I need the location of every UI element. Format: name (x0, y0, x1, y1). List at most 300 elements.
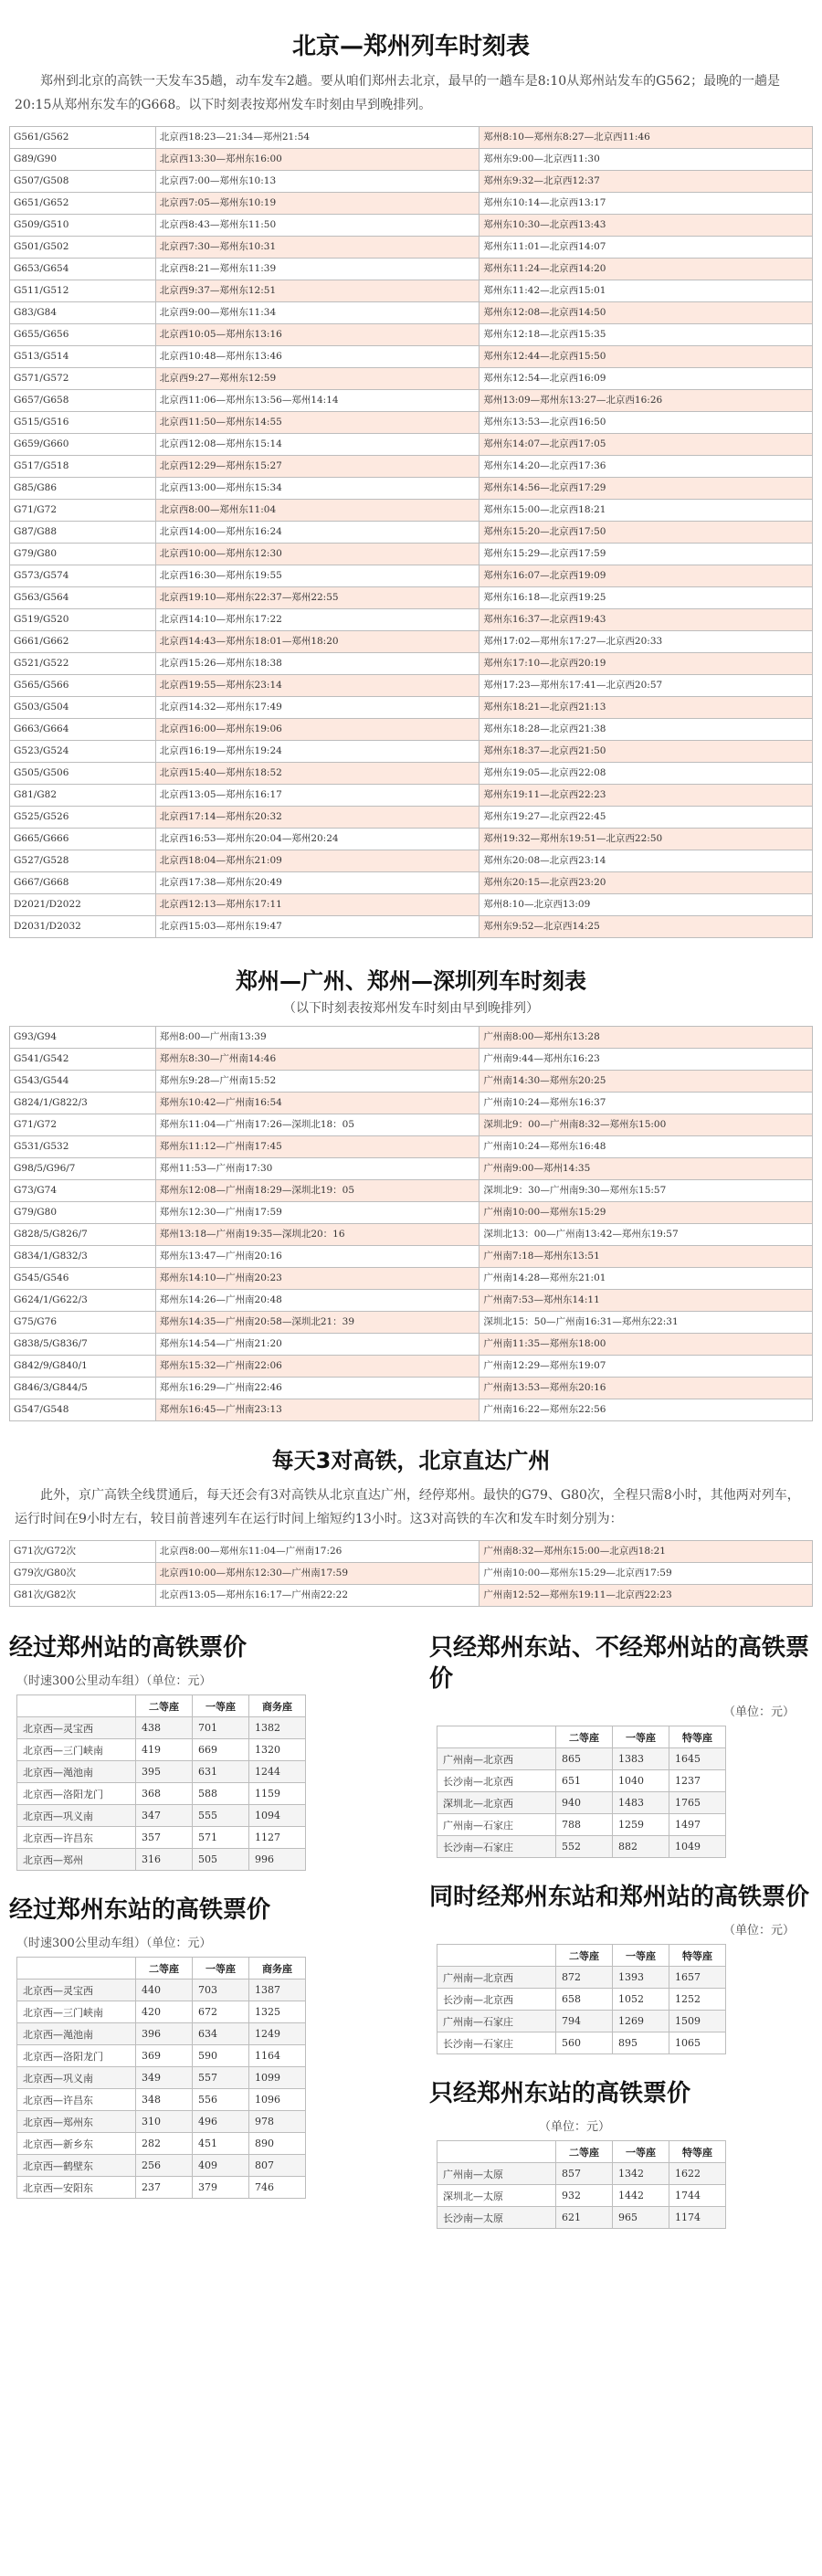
return-times: 郑州东18:21—北京西21:13 (480, 697, 813, 719)
price-header-row (437, 1726, 726, 1748)
train-number: G513/G514 (10, 346, 156, 368)
column-header: 商务座 (249, 1695, 306, 1717)
table-row (17, 2089, 306, 2111)
column-header: 特等座 (669, 1726, 726, 1748)
fare: 256 (136, 2155, 193, 2177)
return-times: 郑州19:32—郑州东19:51—北京西22:50 (480, 829, 813, 850)
column-header: 一等座 (193, 1695, 249, 1717)
outbound-times: 北京西10:00—郑州东12:30 (155, 544, 480, 565)
table-row (10, 741, 813, 763)
fare: 590 (193, 2045, 249, 2067)
table-row (10, 1585, 813, 1607)
table-row (10, 763, 813, 785)
table-row (437, 1814, 726, 1836)
train-number: G523/G524 (10, 741, 156, 763)
table-row (10, 1541, 813, 1563)
outbound-times: 郑州东12:08—广州南18:29—深圳北19：05 (155, 1180, 480, 1202)
return-times: 广州南16:22—郑州东22:56 (480, 1399, 813, 1421)
table-row (10, 1049, 813, 1071)
train-number: G525/G526 (10, 807, 156, 829)
fare: 379 (193, 2177, 249, 2199)
train-number: G846/3/G844/5 (10, 1378, 156, 1399)
table-row (10, 193, 813, 215)
return-times: 郑州13:09—郑州东13:27—北京西16:26 (480, 390, 813, 412)
fare: 310 (136, 2111, 193, 2133)
outbound-times: 郑州东11:12—广州南17:45 (155, 1136, 480, 1158)
train-number: G561/G562 (10, 127, 156, 149)
fare: 552 (556, 1836, 613, 1858)
table-row (10, 390, 813, 412)
return-times: 郑州东20:08—北京西23:14 (480, 850, 813, 872)
fare: 1483 (613, 1792, 669, 1814)
train-number: G655/G656 (10, 324, 156, 346)
outbound-times: 郑州东14:54—广州南21:20 (155, 1334, 480, 1356)
table-row (10, 829, 813, 850)
outbound-times: 郑州东14:35—广州南20:58—深圳北21：39 (155, 1312, 480, 1334)
train-number: G657/G658 (10, 390, 156, 412)
return-times: 郑州东14:07—北京西17:05 (480, 434, 813, 456)
table-row (10, 259, 813, 280)
outbound-times: 北京西14:00—郑州东16:24 (155, 522, 480, 544)
table-row (10, 1093, 813, 1114)
return-times: 郑州17:02—郑州东17:27—北京西20:33 (480, 631, 813, 653)
outbound-times: 郑州东15:32—广州南22:06 (155, 1356, 480, 1378)
column-header: 特等座 (669, 2141, 726, 2163)
route: 北京西—郑州 (17, 1849, 136, 1871)
train-number: G71/G72 (10, 500, 156, 522)
route: 北京西—灵宝西 (17, 1980, 136, 2001)
zhengzhou-guangzhou-title: 郑州—广州、郑州—深圳列车时刻表 (236, 968, 586, 994)
fare: 395 (136, 1761, 193, 1783)
table-row (10, 500, 813, 522)
table-row (10, 807, 813, 829)
price-table-both (437, 1944, 726, 2054)
table-row (17, 2177, 306, 2199)
fare: 571 (193, 1827, 249, 1849)
beijing-zhengzhou-timetable (9, 126, 813, 938)
price-column-left (9, 1632, 393, 2229)
table-row (10, 1202, 813, 1224)
column-header: 一等座 (613, 2141, 669, 2163)
price-note-only-dong-not: （单位：元） (722, 1705, 795, 1719)
outbound-times: 北京西13:30—郑州东16:00 (155, 149, 480, 171)
outbound-times: 郑州东16:29—广州南22:46 (155, 1378, 480, 1399)
return-times: 郑州东19:11—北京西22:23 (480, 785, 813, 807)
train-number: G79/G80 (10, 544, 156, 565)
fare: 347 (136, 1805, 193, 1827)
outbound-times: 北京西15:03—郑州东19:47 (155, 916, 480, 938)
fare: 560 (556, 2032, 613, 2054)
table-row (10, 127, 813, 149)
fare: 621 (556, 2207, 613, 2229)
outbound-times: 北京西10:05—郑州东13:16 (155, 324, 480, 346)
train-number: G624/1/G622/3 (10, 1290, 156, 1312)
train-number: G842/9/G840/1 (10, 1356, 156, 1378)
train-number: G79次/G80次 (10, 1563, 156, 1585)
return-times: 深圳北13：00—广州南13:42—郑州东19:57 (480, 1224, 813, 1246)
outbound-times: 郑州东9:28—广州南15:52 (155, 1071, 480, 1093)
route: 北京西—许昌东 (17, 1827, 136, 1849)
outbound-times: 北京西16:53—郑州东20:04—郑州20:24 (155, 829, 480, 850)
route: 北京西—郑州东 (17, 2111, 136, 2133)
route: 北京西—鹤壁东 (17, 2155, 136, 2177)
table-row (437, 1967, 726, 1989)
price-table-only-dong-not (437, 1726, 726, 1858)
train-number: G81/G82 (10, 785, 156, 807)
train-number: G543/G544 (10, 1071, 156, 1093)
outbound-times: 郑州东16:45—广州南23:13 (155, 1399, 480, 1421)
beijing-guangzhou-intro: 此外，京广高铁全线贯通后，每天还会有3对高铁从北京直达广州，经停郑州。最快的G79、G80次，全程只需8小时，其他两对列车，运行时间在9小时左右，较目前普速列车在运行时间上缩短约13小时。这3对高铁的车次和发车时刻分别为： (15, 1488, 800, 1526)
route: 广州南—太原 (437, 2163, 556, 2185)
fare: 940 (556, 1792, 613, 1814)
fare: 794 (556, 2011, 613, 2032)
table-row (17, 1849, 306, 1871)
outbound-times: 北京西11:06—郑州东13:56—郑州14:14 (155, 390, 480, 412)
train-number: G515/G516 (10, 412, 156, 434)
beijing-zhengzhou-title: 北京—郑州列车时刻表 (291, 33, 530, 60)
train-number: G653/G654 (10, 259, 156, 280)
fare: 634 (193, 2023, 249, 2045)
fare: 1269 (613, 2011, 669, 2032)
outbound-times: 北京西18:23—21:34—郑州21:54 (155, 127, 480, 149)
table-row (17, 1805, 306, 1827)
fare: 1065 (669, 2032, 726, 2054)
fare: 996 (249, 1849, 306, 1871)
return-times: 郑州东20:15—北京西23:20 (480, 872, 813, 894)
outbound-times: 郑州东8:30—广州南14:46 (155, 1049, 480, 1071)
fare: 1237 (669, 1770, 726, 1792)
return-times: 广州南8:00—郑州东13:28 (480, 1027, 813, 1049)
outbound-times: 北京西14:10—郑州东17:22 (155, 609, 480, 631)
fare: 1252 (669, 1989, 726, 2011)
table-row (10, 631, 813, 653)
train-number: G531/G532 (10, 1136, 156, 1158)
outbound-times: 郑州东12:30—广州南17:59 (155, 1202, 480, 1224)
route: 长沙南—太原 (437, 2207, 556, 2229)
fare: 895 (613, 2032, 669, 2054)
fare: 701 (193, 1717, 249, 1739)
table-row (10, 916, 813, 938)
train-number: G563/G564 (10, 587, 156, 609)
return-times: 郑州东16:07—北京西19:09 (480, 565, 813, 587)
route: 深圳北—太原 (437, 2185, 556, 2207)
fare: 631 (193, 1761, 249, 1783)
route: 北京西—洛阳龙门 (17, 2045, 136, 2067)
price-header-row (17, 1695, 306, 1717)
train-number: G511/G512 (10, 280, 156, 302)
route: 北京西—三门峡南 (17, 1739, 136, 1761)
train-number: G824/1/G822/3 (10, 1093, 156, 1114)
table-row (10, 1158, 813, 1180)
fare: 1244 (249, 1761, 306, 1783)
table-row (437, 1748, 726, 1770)
price-title-both: 同时经郑州东站和郑州站的高铁票价 (429, 1884, 810, 1911)
return-times: 郑州东12:54—北京西16:09 (480, 368, 813, 390)
return-times: 郑州东14:56—北京西17:29 (480, 478, 813, 500)
table-row (10, 1246, 813, 1268)
train-number: G89/G90 (10, 149, 156, 171)
return-times: 郑州东9:00—北京西11:30 (480, 149, 813, 171)
column-header: 商务座 (249, 1958, 306, 1980)
outbound-times: 北京西15:26—郑州东18:38 (155, 653, 480, 675)
table-row (437, 1836, 726, 1858)
column-header: 二等座 (556, 2141, 613, 2163)
table-row (10, 565, 813, 587)
route: 长沙南—石家庄 (437, 2032, 556, 2054)
train-number: G667/G668 (10, 872, 156, 894)
fare: 237 (136, 2177, 193, 2199)
table-row (17, 2067, 306, 2089)
price-note-zhengzhou: （时速300公里动车组）（单位：元） (16, 1674, 212, 1688)
fare: 1497 (669, 1814, 726, 1836)
fare: 368 (136, 1783, 193, 1805)
table-row (437, 2032, 726, 2054)
outbound-times: 北京西18:04—郑州东21:09 (155, 850, 480, 872)
fare: 409 (193, 2155, 249, 2177)
fare: 932 (556, 2185, 613, 2207)
return-times: 广州南9:00—郑州14:35 (480, 1158, 813, 1180)
route: 北京西—巩义南 (17, 2067, 136, 2089)
train-number: G501/G502 (10, 237, 156, 259)
route: 广州南—北京西 (437, 1967, 556, 1989)
table-row (17, 2023, 306, 2045)
return-times: 郑州东14:20—北京西17:36 (480, 456, 813, 478)
table-row (10, 675, 813, 697)
return-times: 广州南9:44—郑州东16:23 (480, 1049, 813, 1071)
train-number: G834/1/G832/3 (10, 1246, 156, 1268)
return-times: 广州南7:18—郑州东13:51 (480, 1246, 813, 1268)
fare: 1645 (669, 1748, 726, 1770)
column-header (437, 2141, 556, 2163)
return-times: 郑州东15:00—北京西18:21 (480, 500, 813, 522)
outbound-times: 北京西12:29—郑州东15:27 (155, 456, 480, 478)
table-row (10, 850, 813, 872)
fare: 857 (556, 2163, 613, 2185)
fare: 556 (193, 2089, 249, 2111)
return-times: 广州南12:29—郑州东19:07 (480, 1356, 813, 1378)
fare: 965 (613, 2207, 669, 2229)
fare: 1049 (669, 1836, 726, 1858)
fare: 865 (556, 1748, 613, 1770)
outbound-times: 北京西19:55—郑州东23:14 (155, 675, 480, 697)
table-row (17, 1739, 306, 1761)
fare: 1127 (249, 1827, 306, 1849)
fare: 588 (193, 1783, 249, 1805)
route: 北京西—巩义南 (17, 1805, 136, 1827)
fare: 1040 (613, 1770, 669, 1792)
fare: 1320 (249, 1739, 306, 1761)
return-times: 郑州东12:44—北京西15:50 (480, 346, 813, 368)
outbound-times: 郑州11:53—广州南17:30 (155, 1158, 480, 1180)
column-header (17, 1695, 136, 1717)
return-times: 郑州东12:08—北京西14:50 (480, 302, 813, 324)
return-times: 广州南13:53—郑州东20:16 (480, 1378, 813, 1399)
column-header (17, 1958, 136, 1980)
price-title-zhengzhou: 经过郑州站的高铁票价 (9, 1634, 248, 1662)
return-times: 广州南14:28—郑州东21:01 (480, 1268, 813, 1290)
outbound-times: 北京西14:43—郑州东18:01—郑州18:20 (155, 631, 480, 653)
table-row (10, 719, 813, 741)
return-times: 广州南10:00—郑州东15:29 (480, 1202, 813, 1224)
outbound-times: 北京西16:30—郑州东19:55 (155, 565, 480, 587)
column-header (437, 1945, 556, 1967)
train-number: G73/G74 (10, 1180, 156, 1202)
train-number: G517/G518 (10, 456, 156, 478)
train-number: G573/G574 (10, 565, 156, 587)
fare: 882 (613, 1836, 669, 1858)
table-row (10, 1378, 813, 1399)
price-note-zhengzhoudong: （时速300公里动车组）（单位：元） (16, 1937, 212, 1950)
fare: 1259 (613, 1814, 669, 1836)
fare: 419 (136, 1739, 193, 1761)
table-row (10, 171, 813, 193)
fare: 555 (193, 1805, 249, 1827)
return-times: 郑州东10:14—北京西13:17 (480, 193, 813, 215)
price-note-both: （单位：元） (722, 1924, 795, 1937)
return-times: 广州南10:24—郑州东16:48 (480, 1136, 813, 1158)
train-number: G81次/G82次 (10, 1585, 156, 1607)
table-row (10, 653, 813, 675)
route: 北京西—洛阳龙门 (17, 1783, 136, 1805)
table-row (10, 324, 813, 346)
return-times: 郑州东9:52—北京西14:25 (480, 916, 813, 938)
fare: 788 (556, 1814, 613, 1836)
zhengzhou-guangzhou-timetable (9, 1026, 813, 1421)
return-times: 深圳北15：50—广州南16:31—郑州东22:31 (480, 1312, 813, 1334)
table-row (10, 346, 813, 368)
price-header-row (437, 1945, 726, 1967)
table-row (10, 894, 813, 916)
column-header: 一等座 (193, 1958, 249, 1980)
train-number: G545/G546 (10, 1268, 156, 1290)
outbound-times: 北京西7:05—郑州东10:19 (155, 193, 480, 215)
route: 北京西—安阳东 (17, 2177, 136, 2199)
fare: 496 (193, 2111, 249, 2133)
return-times: 郑州东10:30—北京西13:43 (480, 215, 813, 237)
table-row (10, 149, 813, 171)
column-header (437, 1726, 556, 1748)
fare: 282 (136, 2133, 193, 2155)
table-row (10, 456, 813, 478)
train-number: G85/G86 (10, 478, 156, 500)
return-times: 郑州东19:05—北京西22:08 (480, 763, 813, 785)
fare: 658 (556, 1989, 613, 2011)
price-title-zhengzhoudong: 经过郑州东站的高铁票价 (9, 1896, 271, 1924)
table-row (10, 1399, 813, 1421)
outbound-times: 北京西8:21—郑州东11:39 (155, 259, 480, 280)
column-header: 二等座 (136, 1958, 193, 1980)
table-row (10, 1224, 813, 1246)
route: 长沙南—石家庄 (437, 1836, 556, 1858)
fare: 1383 (613, 1748, 669, 1770)
fare: 1387 (249, 1980, 306, 2001)
table-row (17, 2111, 306, 2133)
column-header: 一等座 (613, 1726, 669, 1748)
table-row (10, 697, 813, 719)
route: 北京西—许昌东 (17, 2089, 136, 2111)
train-number: G659/G660 (10, 434, 156, 456)
fare: 1509 (669, 2011, 726, 2032)
train-number: G519/G520 (10, 609, 156, 631)
table-row (17, 2045, 306, 2067)
zhengzhou-guangzhou-subtitle: （以下时刻表按郑州发车时刻由早到晚排列） (283, 1001, 539, 1016)
route: 深圳北—北京西 (437, 1792, 556, 1814)
outbound-times: 北京西9:27—郑州东12:59 (155, 368, 480, 390)
fare: 1393 (613, 1967, 669, 1989)
outbound-times: 郑州东10:42—广州南16:54 (155, 1093, 480, 1114)
fare: 1052 (613, 1989, 669, 2011)
train-number: G79/G80 (10, 1202, 156, 1224)
table-row (10, 587, 813, 609)
return-times: 广州南14:30—郑州东20:25 (480, 1071, 813, 1093)
table-row (10, 412, 813, 434)
return-times: 广州南11:35—郑州东18:00 (480, 1334, 813, 1356)
outbound-times: 北京西8:00—郑州东11:04—广州南17:26 (155, 1541, 480, 1563)
fare: 872 (556, 1967, 613, 1989)
outbound-times: 郑州13:18—广州南19:35—深圳北20：16 (155, 1224, 480, 1246)
table-row (10, 434, 813, 456)
outbound-times: 北京西17:38—郑州东20:49 (155, 872, 480, 894)
outbound-times: 郑州东13:47—广州南20:16 (155, 1246, 480, 1268)
fare: 438 (136, 1717, 193, 1739)
fare: 978 (249, 2111, 306, 2133)
return-times: 郑州东13:53—北京西16:50 (480, 412, 813, 434)
route: 长沙南—北京西 (437, 1770, 556, 1792)
outbound-times: 北京西8:00—郑州东11:04 (155, 500, 480, 522)
fare: 672 (193, 2001, 249, 2023)
column-header: 一等座 (613, 1945, 669, 1967)
train-number: G507/G508 (10, 171, 156, 193)
return-times: 郑州东15:20—北京西17:50 (480, 522, 813, 544)
table-row (17, 1980, 306, 2001)
outbound-times: 北京西14:32—郑州东17:49 (155, 697, 480, 719)
train-number: G505/G506 (10, 763, 156, 785)
table-row (10, 609, 813, 631)
table-row (10, 368, 813, 390)
table-row (437, 1792, 726, 1814)
table-row (17, 1827, 306, 1849)
fare: 1765 (669, 1792, 726, 1814)
train-number: G838/5/G836/7 (10, 1334, 156, 1356)
return-times: 郑州17:23—郑州东17:41—北京西20:57 (480, 675, 813, 697)
fare: 505 (193, 1849, 249, 1871)
fare: 440 (136, 1980, 193, 2001)
table-row (10, 1027, 813, 1049)
fare: 1164 (249, 2045, 306, 2067)
train-number: G83/G84 (10, 302, 156, 324)
train-number: G509/G510 (10, 215, 156, 237)
price-title-only-dong: 只经郑州东站的高铁票价 (429, 2080, 691, 2107)
outbound-times: 北京西12:13—郑州东17:11 (155, 894, 480, 916)
table-row (10, 1071, 813, 1093)
price-header-row (17, 1958, 306, 1980)
outbound-times: 北京西8:43—郑州东11:50 (155, 215, 480, 237)
price-header-row (437, 2141, 726, 2163)
outbound-times: 北京西10:00—郑州东12:30—广州南17:59 (155, 1563, 480, 1585)
price-table-zhengzhoudong (16, 1957, 306, 2199)
route: 广州南—石家庄 (437, 2011, 556, 2032)
fare: 420 (136, 2001, 193, 2023)
table-row (10, 280, 813, 302)
return-times: 广州南7:53—郑州东14:11 (480, 1290, 813, 1312)
outbound-times: 北京西13:05—郑州东16:17 (155, 785, 480, 807)
beijing-guangzhou-timetable (9, 1540, 813, 1607)
fare: 349 (136, 2067, 193, 2089)
route: 广州南—北京西 (437, 1748, 556, 1770)
outbound-times: 北京西13:00—郑州东15:34 (155, 478, 480, 500)
table-row (10, 237, 813, 259)
fare: 348 (136, 2089, 193, 2111)
